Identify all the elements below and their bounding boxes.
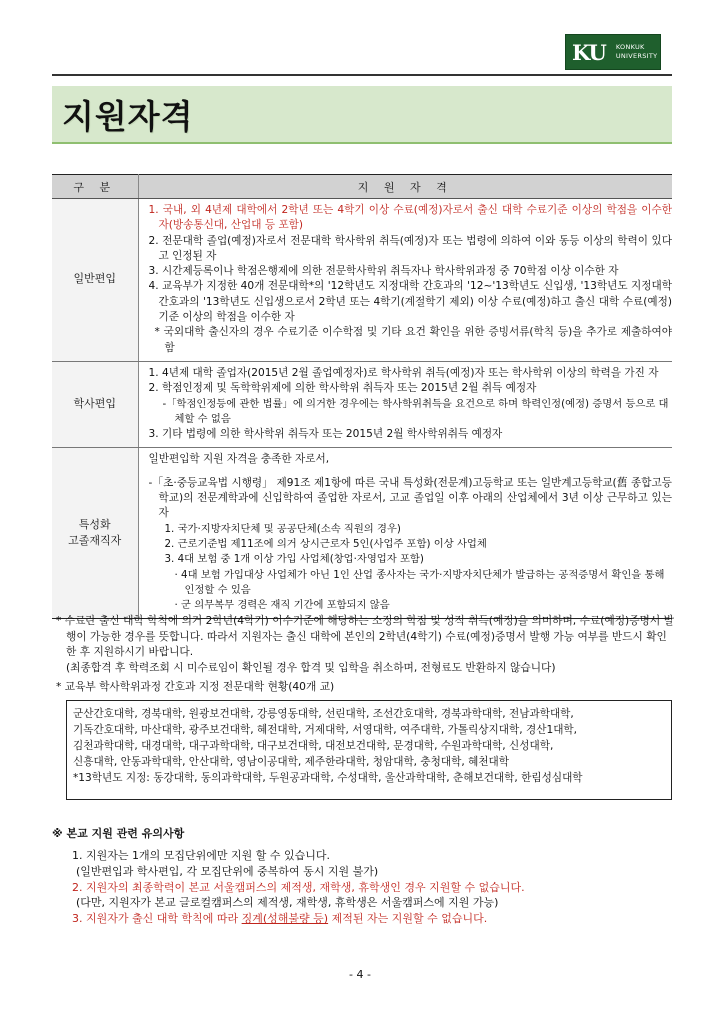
page-title: 지원자격: [62, 96, 194, 136]
list-item: 1. 국내, 외 4년제 대학에서 2학년 또는 4학기 이상 수료(예정)자로서 출신 대학 수료기준 이상의 학점을 이수한 자(방송통신대, 산업대 등 포함): [148, 204, 672, 232]
row-category: 학사편입: [52, 361, 138, 447]
footnote-nursing: [52, 679, 674, 695]
page-number: - 4 -: [349, 968, 371, 981]
list-item: 4. 교육부가 지정한 40개 전문대학*의 '12학년도 지정대학 간호과의 '12~'13학년도 신입생, '13학년도 지정대학 간호과의 '13학년도 신입생으로서 2학년 또는 4학기(계절학기 제외) 이상 수료(예정)하고 출신 대학 수료(예정) 기준 이상의 학점을 이수한 자: [148, 280, 672, 324]
list-subnote: · 군 의무복무 경력은 재직 기간에 포함되지 않음: [174, 599, 390, 612]
header-rule: [52, 74, 672, 76]
row-content: [138, 199, 672, 362]
list-item: 2. 전문대학 졸업(예정)자로서 전문대학 학사학위 취득(예정)자 또는 법령에 의하여 이와 동등 이상의 학력이 있다고 인정된 자: [148, 234, 672, 262]
logo-line1: KONKUK: [615, 43, 645, 51]
row-content: [138, 448, 672, 619]
footnote-completion: [52, 613, 674, 675]
list-subitem: 1. 국가·지방자치단체 및 공공단체(소속 직원의 경우): [164, 522, 401, 535]
footnote-main: * 수료란 출신 대학 학칙에 의거 2학년(4학기) 이수기준에 해당하는 소정의 학점 및 성적 취득(예정)을 의미하며, 수료(예정)증명서 발행이 가능한 경우를 뜻합니다. 따라서 지원자는 출신 대학에 본인의 2학년(4학기) 수료(예정)증명서 발행 가능 여부를 반드시 확인한 후 지원하시기 바랍니다.: [56, 614, 674, 658]
school-line: 기독간호대학, 마산대학, 광주보건대학, 혜전대학, 거제대학, 서영대학, 여주대학, 가톨릭상지대학, 경산1대학,: [73, 724, 578, 736]
table-row: [52, 448, 672, 619]
notice-title: ※ 본교 지원 관련 유의사항: [52, 827, 185, 840]
notice-item3-b: 제적된 자는 지원할 수 없습니다.: [328, 912, 488, 926]
table-header-row: [52, 175, 672, 199]
notice-item-sub: (다만, 지원자가 본교 글로컬캠퍼스의 제적생, 재학생, 휴학생은 서울캠퍼스에 지원 가능): [76, 896, 499, 910]
logo-text: [616, 43, 658, 61]
notice-item: 1. 지원자는 1개의 모집단위에만 지원 할 수 있습니다.: [72, 849, 330, 862]
list-item: 2. 학점인정제 및 독학학위제에 의한 학사학위 취득자 또는 2015년 2월 취득 예정자: [148, 382, 537, 395]
notice-item: 2. 지원자의 최종학력이 본교 서울캠퍼스의 제적생, 재학생, 휴학생인 경우 지원할 수 없습니다.: [72, 880, 525, 894]
row-category: [52, 448, 138, 619]
school-line: 군산간호대학, 경북대학, 원광보건대학, 강릉영동대학, 선린대학, 조선간호대학, 경북과학대학, 전남과학대학,: [73, 708, 574, 720]
konkuk-logo: [565, 34, 661, 70]
school-line: *13학년도 지정: 동강대학, 동의과학대학, 두원공과대학, 수성대학, 울산과학대학, 춘해보건대학, 한림성심대학: [73, 772, 583, 784]
table-row: [52, 199, 672, 362]
designated-schools-box: [66, 700, 672, 800]
logo-line2: UNIVERSITY: [615, 52, 658, 60]
list-item: 3. 기타 법령에 의한 학사학위 취득자 또는 2015년 2월 학사학위취득 예정자: [148, 428, 503, 441]
list-item-note: * 국외대학 출신자의 경우 수료기준 이수학점 및 기타 요건 확인을 위한 증빙서류(학칙 등)을 추가로 제출하여야 함: [154, 326, 672, 354]
row-category-line2: 고졸재직자: [68, 533, 122, 547]
school-line: 김천과학대학, 대경대학, 대구과학대학, 대구보건대학, 대전보건대학, 문경대학, 수원과학대학, 신성대학,: [73, 740, 554, 752]
footnote-cont: (최종합격 후 학력조회 시 미수료임이 확인될 경우 합격 및 입학을 취소하며, 전형료도 반환하지 않습니다): [66, 660, 556, 674]
qualification-table: [52, 174, 672, 619]
school-line: 신흥대학, 안동과학대학, 안산대학, 영남이공대학, 제주한라대학, 청암대학, 충청대학, 혜천대학: [73, 756, 510, 768]
notice-item: [72, 911, 672, 927]
notice-item3-a: 3. 지원자가 출신 대학 학칙에 따라: [72, 912, 242, 926]
list-subitem: -「학점인정등에 관한 법률」에 의거한 경우에는 학사학위취득을 요건으로 하며 학력인정(예정) 증명서 등으로 대체할 수 없음: [162, 397, 669, 425]
notice-item-sub: (일반편입과 학사편입, 각 모집단위에 중복하여 동시 지원 불가): [76, 864, 379, 878]
notice-item3-underlined: 징계(성해불량 등): [241, 912, 329, 926]
list-item: -「초·중등교육법 시행령」 제91조 제1항에 따른 국내 특성화(전문계)고등학교 또는 일반계고등학교(舊 종합고등학교)의 전문계학과에 신입학하여 졸업한 자로서, 고교 졸업일 이후 아래의 산업체에서 3년 이상 근무하고 있는 자: [148, 476, 672, 520]
row-content: [138, 361, 672, 447]
list-item: 3. 시간제등록이나 학점은행제에 의한 전문학사학위 취득자나 학사학위과정 중 70학점 이상 이수한 자: [148, 265, 619, 278]
list-subitem: 2. 근로기준법 제11조에 의거 상시근로자 5인(사업주 포함) 이상 사업체: [164, 537, 487, 550]
list-intro: 일반편입학 지원 자격을 충족한 자로서,: [148, 453, 330, 466]
spacer: [139, 468, 673, 476]
table-row: [52, 361, 672, 447]
row-category-line1: 특성화: [78, 517, 111, 531]
title-banner: [52, 86, 672, 144]
header-category: 구 분: [52, 175, 138, 199]
list-item: 1. 4년제 대학 졸업자(2015년 2월 졸업예정자)로 학사학위 취득(예정)자 또는 학사학위 이상의 학력을 가진 자: [148, 366, 659, 379]
header-qualification: 지 원 자 격: [138, 175, 672, 199]
list-subitem: 3. 4대 보험 중 1개 이상 가입 사업체(창업·자영업자 포함): [164, 553, 424, 566]
row-category: 일반편입: [52, 199, 138, 362]
logo-ku-mark: KU: [572, 39, 606, 65]
list-subnote: · 4대 보험 가입대상 사업체가 아닌 1인 산업 종사자는 국가·지방자치단체가 발급하는 공적증명서 확인을 통해 인정할 수 있음: [174, 568, 665, 596]
footnote-nursing-text: * 교육부 학사학위과정 간호과 지정 전문대학 현황(40개 교): [56, 680, 335, 693]
notice-list: [72, 848, 672, 927]
